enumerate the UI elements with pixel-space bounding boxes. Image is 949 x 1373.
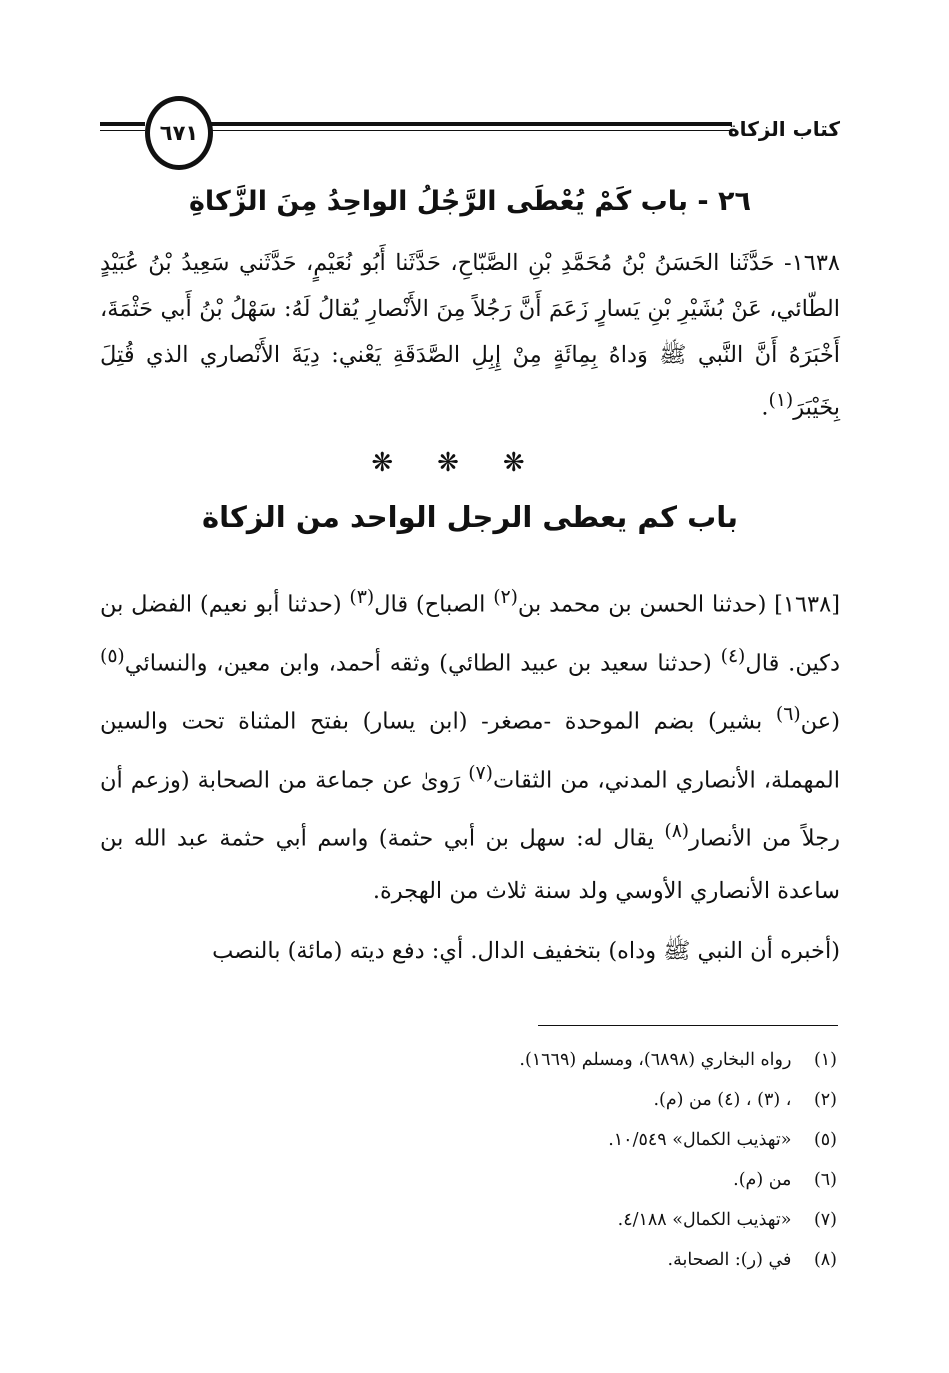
footnote-number: (٧) xyxy=(813,1210,837,1230)
page-header xyxy=(100,92,840,168)
footnote xyxy=(187,1240,837,1280)
commentary-paragraph-2: (أخبره أن النبي ﷺ وداه) بتخفيف الدال. أي: دفع ديته (مائة) بالنصب xyxy=(212,937,840,964)
header-rule-thin xyxy=(205,130,732,131)
footnote-number: (٥) xyxy=(813,1130,837,1150)
commentary-text: (حدثنا سعيد بن عبيد الطائي) وثقه أحمد، وابن معين، والنسائي xyxy=(124,650,721,676)
footnote-number: (٨) xyxy=(813,1250,837,1270)
commentary-text: الصباح) قال xyxy=(374,591,494,618)
footnote-ref: (٧) xyxy=(468,762,493,784)
footnote-text: «تهذيب الكمال» ١٠/٥٤٩. xyxy=(608,1130,797,1150)
footnote xyxy=(187,1120,837,1160)
footnote-ref: (٣) xyxy=(349,587,375,608)
header-rule xyxy=(205,122,732,126)
commentary-paragraph xyxy=(100,572,840,917)
footnote-text: ، (٣) ، (٤) من (م). xyxy=(653,1090,797,1110)
hadith-text xyxy=(100,240,840,431)
footnote-ref: (١) xyxy=(768,390,794,411)
header-rule-left xyxy=(100,122,145,126)
commentary-text: (حدثنا أبو نعيم) الفضل بن دكين. قال xyxy=(100,591,840,676)
commentary-text: يقال له: سهل بن أبي حثمة) واسم أبي حثمة عبد الله بن ساعدة الأنصاري الأوسي ولد سنة ثلاث من الهجرة. xyxy=(100,825,840,904)
footnote-ref: (٥) xyxy=(100,645,125,667)
section-divider: ❋❋❋ xyxy=(371,448,569,478)
footnote-number: (١) xyxy=(813,1050,837,1070)
chapter-title: ٢٦ - باب كَمْ يُعْطَى الرَّجُلُ الواحِدُ مِنَ الزَّكاةِ xyxy=(188,186,751,217)
footnote xyxy=(187,1160,837,1200)
footnote xyxy=(187,1200,837,1240)
footnote-ref: (٨) xyxy=(664,821,690,842)
commentary-text: رَوىٰ عن جماعة من الصحابة (وزعم أن رجلاً من الأنصار xyxy=(100,767,841,852)
header-rule-left-thin xyxy=(100,130,145,131)
commentary xyxy=(100,572,840,977)
page-number: ٦٧١ xyxy=(145,96,213,170)
footnote-number: (٢) xyxy=(813,1090,837,1110)
hadith-body: ١٦٣٨- حَدَّثَنا الحَسَنُ بْنُ مُحَمَّدِ بْنِ الصَّبّاحِ، حَدَّثَنا أَبُو نُعَيْمٍ، حَدَّثَني سَعِيدُ بْنُ عُبَيْدٍ الطّائي، عَنْ بُشَيْرِ بْنِ يَسارٍ زَعَمَ أَنَّ رَجُلاً مِنَ الأَنْصارِ يُقالُ لَهُ: سَهْلُ بْنُ أَبي حَثْمَةَ، أَخْبَرَهُ أَنَّ النَّبي ﷺ وَداهُ بِمِائَةٍ مِنْ إِبِلِ الصَّدَقَةِ يَعْني: دِيَةَ الأَنْصاري الذي قُتِلَ بِخَيْبَرَ xyxy=(100,250,840,421)
footnote-ref: (٦) xyxy=(775,704,801,725)
footnote-ref: (٤) xyxy=(720,645,746,667)
footnote-text: من (م). xyxy=(733,1170,797,1190)
footnote xyxy=(187,1040,837,1080)
footnote-text: في (ر): الصحابة. xyxy=(667,1250,797,1270)
commentary-text: (عن xyxy=(800,708,840,735)
footnote-number: (٦) xyxy=(813,1170,837,1190)
footnotes xyxy=(187,1040,837,1280)
footnote-text: رواه البخاري (٦٨٩٨)، ومسلم (١٦٦٩). xyxy=(519,1050,797,1070)
footnote-ref: (٢) xyxy=(493,587,518,608)
footnote xyxy=(187,1080,837,1120)
footnote-divider xyxy=(538,1025,838,1026)
footnote-text: «تهذيب الكمال» ٤/١٨٨. xyxy=(617,1210,797,1230)
hadith-end: . xyxy=(761,394,769,421)
commentary-text: [١٦٣٨] (حدثنا الحسن بن محمد بن xyxy=(517,591,841,618)
running-title: كتاب الزكاة xyxy=(727,117,840,141)
commentary-text: بشير) بضم الموحدة -مصغر- (ابن يسار) بفتح المثناة تحت والسين المهملة، الأنصاري المدني، من الثقات xyxy=(100,708,841,793)
section-title: باب كم يعطى الرجل الواحد من الزكاة xyxy=(201,500,738,534)
